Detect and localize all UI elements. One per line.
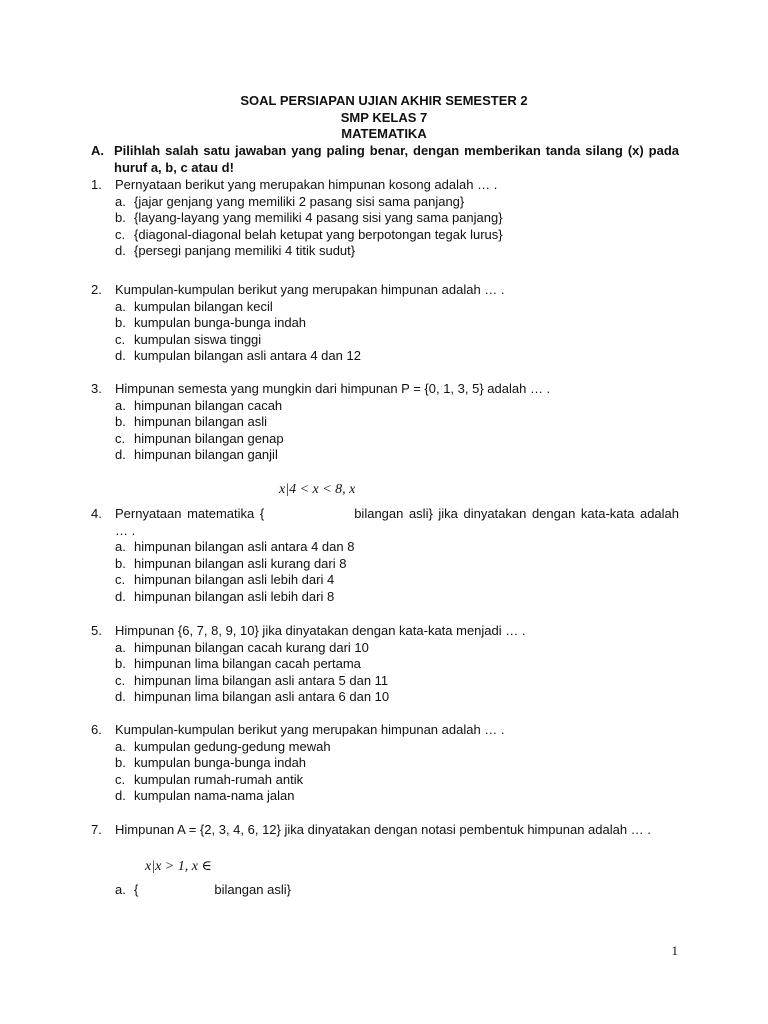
option-text: kumpulan bilangan asli antara 4 dan 12 (134, 348, 361, 363)
question-number: 6. (91, 722, 102, 737)
option-label: d. (115, 788, 126, 803)
option-label: a. (115, 539, 126, 554)
option-text: {layang-layang yang memiliki 4 pasang sisi yang sama panjang} (134, 210, 503, 225)
question-stem: Himpunan semesta yang mungkin dari himpunan P = {0, 1, 3, 5} adalah … . (115, 381, 551, 396)
option-label: c. (115, 430, 126, 446)
option-text: kumpulan nama-nama jalan (134, 788, 295, 803)
option-label: b. (115, 555, 126, 571)
option-text: himpunan bilangan asli kurang dari 8 (134, 555, 347, 571)
question-stem: Himpunan A = {2, 3, 4, 6, 12} jika dinyatakan dengan notasi pembentuk himpunan adalah … . (115, 822, 651, 837)
option-label: c. (115, 771, 126, 787)
option-label: a. (115, 298, 126, 314)
option-text: himpunan bilangan cacah (134, 397, 283, 413)
question-7-option-a (91, 882, 679, 899)
question-2 (91, 282, 679, 365)
option-a (115, 194, 679, 211)
question-number: 5. (91, 623, 102, 638)
option-d (115, 788, 679, 805)
option-d (115, 348, 679, 365)
option-a (115, 299, 679, 316)
option-text: himpunan bilangan ganjil (134, 447, 278, 462)
instruction (91, 143, 679, 176)
option-a (115, 882, 679, 899)
question-7 (91, 822, 679, 839)
set-builder-expression: x|4 < x < 8, x (279, 482, 356, 497)
question-number: 3. (91, 381, 102, 396)
option-label: c. (115, 331, 126, 347)
option-text: himpunan bilangan asli (134, 414, 267, 429)
option-after: bilangan asli} (214, 882, 291, 897)
option-text: {diagonal-diagonal belah ketupat yang berpotongan tegak lurus} (134, 226, 503, 242)
question-stem: Kumpulan-kumpulan berikut yang merupakan himpunan adalah … . (115, 722, 505, 737)
option-text: himpunan bilangan asli lebih dari 4 (134, 572, 335, 587)
option-text: himpunan lima bilangan cacah pertama (134, 656, 361, 671)
exam-title: SOAL PERSIAPAN UJIAN AKHIR SEMESTER 2 (240, 93, 528, 108)
subject-title: MATEMATIKA (341, 126, 427, 141)
option-text: himpunan bilangan cacah kurang dari 10 (134, 639, 369, 655)
instruction-text: Pilihlah salah satu jawaban yang paling benar, dengan memberikan tanda silang (x) pada huruf a, b, c atau d! (114, 143, 679, 175)
option-a (115, 398, 679, 415)
question-number: 7. (91, 822, 102, 837)
option-text: kumpulan bunga-bunga indah (134, 315, 307, 330)
option-b (115, 414, 679, 431)
option-label: a. (115, 397, 126, 413)
option-b (115, 656, 679, 673)
option-text: kumpulan rumah-rumah antik (134, 771, 304, 787)
option-text: himpunan bilangan asli lebih dari 8 (134, 588, 335, 604)
question-stem: Kumpulan-kumpulan berikut yang merupakan himpunan adalah … . (115, 282, 505, 297)
option-label: c. (115, 226, 126, 242)
option-b (115, 755, 679, 772)
option-d (115, 589, 679, 606)
option-text: {jajar genjang yang memiliki 2 pasang sisi sama panjang} (134, 193, 465, 209)
stem-after: bilangan asli} jika dinyatakan dengan kata-kata adalah … . (115, 506, 680, 538)
option-label: a. (115, 193, 126, 209)
option-label: c. (115, 572, 126, 587)
option-b (115, 556, 679, 573)
option-label: d. (115, 243, 126, 258)
option-label: d. (115, 348, 126, 363)
option-label: d. (115, 447, 126, 462)
option-label: b. (115, 315, 126, 330)
question-4 (91, 506, 679, 605)
option-c (115, 227, 679, 244)
section-label: A. (91, 143, 104, 158)
option-label: c. (115, 672, 126, 688)
option-c (115, 772, 679, 789)
option-text: himpunan bilangan asli antara 4 dan 8 (134, 539, 355, 554)
stem-before: Pernyataan matematika { (115, 506, 265, 521)
option-label: b. (115, 210, 126, 225)
option-before: { (134, 882, 139, 897)
question-stem: Pernyataan berikut yang merupakan himpunan kosong adalah … . (115, 177, 498, 192)
option-label: b. (115, 755, 126, 770)
option-a (115, 739, 679, 756)
option-d (115, 689, 679, 706)
option-b (115, 315, 679, 332)
page-number: 1 (671, 943, 678, 958)
option-text: himpunan bilangan genap (134, 430, 284, 446)
option-b (115, 210, 679, 227)
option-c (115, 572, 679, 589)
option-a (115, 539, 679, 556)
option-text: {persegi panjang memiliki 4 titik sudut} (134, 243, 356, 258)
option-d (115, 243, 679, 260)
question-stem (115, 506, 679, 539)
option-label: d. (115, 588, 126, 604)
option-d (115, 447, 679, 464)
class-level: SMP KELAS 7 (340, 109, 428, 125)
option-label: a. (115, 738, 126, 754)
question-3 (91, 381, 679, 464)
document-header (0, 93, 768, 143)
question-number: 1. (91, 177, 102, 192)
option-text: kumpulan bunga-bunga indah (134, 755, 307, 770)
option-label: a. (115, 882, 126, 897)
option-text: kumpulan gedung-gedung mewah (134, 738, 331, 754)
option-text: kumpulan bilangan kecil (134, 298, 273, 314)
option-c (115, 332, 679, 349)
option-label: b. (115, 656, 126, 671)
option-c (115, 673, 679, 690)
question-number: 2. (91, 282, 102, 297)
option-label: b. (115, 414, 126, 429)
option-c (115, 431, 679, 448)
question-5 (91, 623, 679, 706)
option-label: d. (115, 689, 126, 704)
question-6 (91, 722, 679, 805)
option-text: himpunan lima bilangan asli antara 6 dan 10 (134, 689, 390, 704)
option-a (115, 640, 679, 657)
set-builder-expression: x|x > 1, x ∈ (145, 859, 212, 874)
question-number: 4. (91, 506, 102, 521)
question-1 (91, 177, 679, 260)
question-stem: Himpunan {6, 7, 8, 9, 10} jika dinyatakan dengan kata-kata menjadi … . (115, 623, 526, 638)
option-label: a. (115, 639, 126, 655)
option-text: kumpulan siswa tinggi (134, 331, 262, 347)
option-text: himpunan lima bilangan asli antara 5 dan 11 (134, 672, 389, 688)
